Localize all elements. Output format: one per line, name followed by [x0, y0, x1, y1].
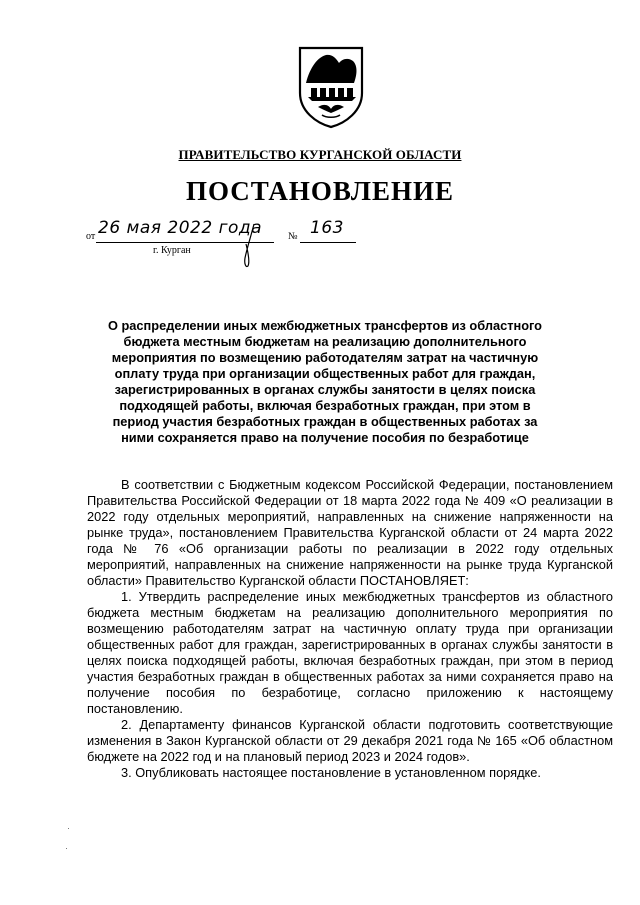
kurgan-region-emblem-icon [296, 45, 366, 129]
item-2-paragraph: 2. Департаменту финансов Курганской области подготовить соответствующие изменения в Закон Курганской области от 29 декабря 2021 года № 165 «Об областном бюджете на 2022 год и на плановый период 2023 и 2024 годов». [87, 717, 613, 764]
scan-speck [68, 828, 69, 829]
document-date: 26 мая 2022 года [98, 218, 263, 238]
city-label: г. Курган [153, 245, 191, 256]
resolution-title: О распределении иных межбюджетных трансфертов из областного бюджета местным бюджетам на реализацию дополнительного мероприятия по возмещению работодателям затрат на частичную оплату труда при организации общественных работ для граждан, зарегистрированных в органах службы занятости в целях поиска подходящей работы, включая безработных граждан, при этом в период участия безработных граждан в общественных работах за ними сохраняется право на получение пособия по безработице [107, 318, 542, 445]
document-type-heading: ПОСТАНОВЛЕНИЕ [185, 176, 455, 206]
item-1-paragraph: 1. Утвердить распределение иных межбюджетных трансфертов из областного бюджета местным бюджетам на реализацию дополнительного мероприятия по возмещению работодателям затрат на частичную оплату труда при организации общественных работ для граждан, зарегистрированных в органах службы занятости в целях поиска подходящей работы, включая безработных граждан, при этом в период участия безработных граждан в общественных работах за ними сохраняется право на получение пособия по безработице, согласно приложению к настоящему постановлению. [87, 589, 613, 716]
item-3-paragraph: 3. Опубликовать настоящее постановление в установленном порядке. [121, 765, 541, 780]
from-label: от [86, 231, 96, 242]
document-number: 163 [310, 218, 344, 238]
number-underline [300, 242, 356, 243]
government-name: ПРАВИТЕЛЬСТВО КУРГАНСКОЙ ОБЛАСТИ [178, 147, 462, 162]
scan-speck [66, 848, 67, 849]
handwritten-signature [236, 222, 260, 276]
preamble-paragraph: В соответствии с Бюджетным кодексом Российской Федерации, постановлением Правительства Российской Федерации от 18 марта 2022 года № 409 «О реализации в 2022 году отдельных мероприятий, направленных на снижение напряженности на рынке труда», постановлением Правительства Курганской области от 24 марта 2022 года № 76 «Об организации работы по реализации в 2022 году отдельных мероприятий, направленных на снижение напряженности на рынке труда Курганской области» Правительство Курганской области ПОСТАНОВЛЯЕТ: [87, 477, 613, 588]
number-label: № [288, 231, 298, 242]
resolution-body [87, 477, 613, 781]
